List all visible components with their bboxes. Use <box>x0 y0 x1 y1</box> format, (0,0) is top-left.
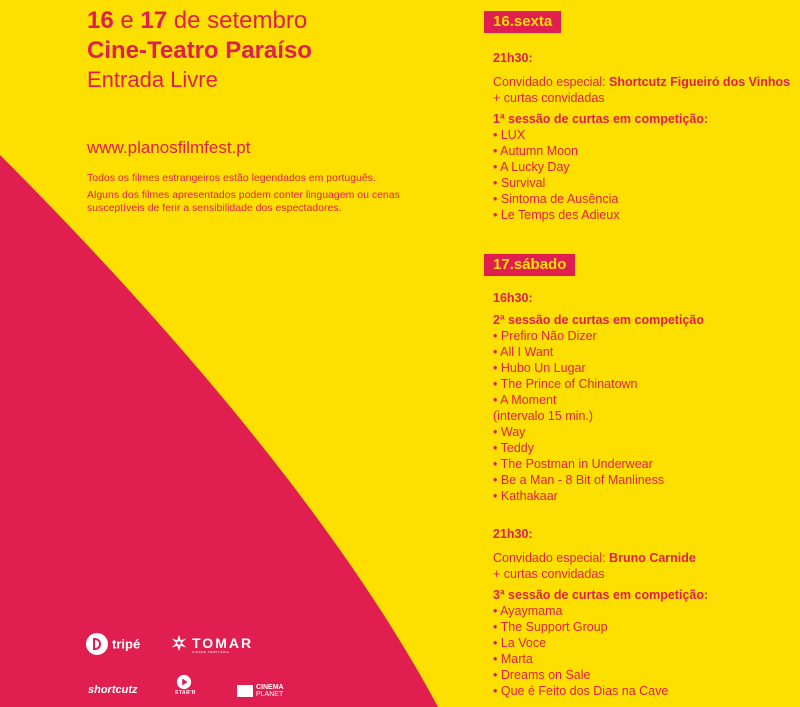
film-item: • Autumn Moon <box>493 143 793 159</box>
cinema-line-2: PLANET <box>256 690 284 698</box>
venue-name: Cine-Teatro Paraíso <box>87 37 312 64</box>
guest-suffix: + curtas convidadas <box>493 91 605 105</box>
film-item: • Marta <box>493 651 793 667</box>
film-item: • Dreams on Sale <box>493 667 793 683</box>
guest-name: Shortcutz Figueiró dos Vinhos <box>609 75 791 89</box>
startr-icon <box>175 674 193 690</box>
film-item: • A Lucky Day <box>493 159 793 175</box>
film-item: • Le Temps des Adieux <box>493 207 793 223</box>
special-guest <box>493 550 793 582</box>
guest-suffix: + curtas convidadas <box>493 567 605 581</box>
guest-prefix: Convidado especial: <box>493 75 610 89</box>
tomar-logo-text: TOMAR <box>192 635 254 651</box>
subtitle-note: Todos os filmes estrangeiros estão legendados em português. <box>87 172 376 184</box>
day-badge-weekday: .sexta <box>509 13 553 30</box>
film-item: • The Postman in Underwear <box>493 456 793 472</box>
film-item: • Prefiro Não Dizer <box>493 328 793 344</box>
special-guest <box>493 74 793 106</box>
cinema-line-1: CINEMA <box>256 683 284 691</box>
film-item: • Sintoma de Ausência <box>493 191 793 207</box>
film-item: • Be a Man - 8 Bit of Manliness <box>493 472 793 488</box>
tripe-icon <box>86 633 108 655</box>
date-conjunction: e <box>120 7 134 34</box>
day-badge-weekday: .sábado <box>509 256 567 273</box>
startr-logo <box>175 674 196 696</box>
film-item: • The Prince of Chinatown <box>493 376 793 392</box>
content-warning-note: Alguns dos filmes apresentados podem conter linguagem ou cenas susceptíveis de ferir a sensibilidade dos espectadores. <box>87 189 400 214</box>
guest-name: Bruno Carnide <box>609 551 696 565</box>
session-title: 1ª sessão de curtas em competição: <box>493 112 709 126</box>
day-badge-16 <box>484 11 561 33</box>
session-time: 21h30: <box>493 527 533 541</box>
templar-cross-icon <box>170 634 188 652</box>
film-item: • Ayaymama <box>493 603 793 619</box>
tripe-logo-text: tripé <box>112 636 141 652</box>
film-item: • La Voce <box>493 635 793 651</box>
date-day-2: 17 <box>140 7 168 34</box>
event-dates <box>87 6 307 36</box>
film-item: • The Support Group <box>493 619 793 635</box>
tomar-logo-subtitle: CIDADE TEMPLÁRIA <box>192 650 230 654</box>
film-item: • Way <box>493 424 793 440</box>
date-day-1: 16 <box>87 7 114 34</box>
interval-note: (intervalo 15 min.) <box>493 409 594 423</box>
day-badge-17 <box>484 254 575 276</box>
date-month: de setembro <box>173 7 308 34</box>
cinema-planet-text <box>256 684 284 698</box>
session-title: 2ª sessão de curtas em competição <box>493 313 704 327</box>
clapperboard-icon <box>237 685 253 697</box>
film-item: • Que é Feito dos Dias na Cave <box>493 683 793 699</box>
film-list <box>493 127 793 223</box>
session-title: 3ª sessão de curtas em competição: <box>493 588 709 602</box>
guest-prefix: Convidado especial: <box>493 551 610 565</box>
film-item: • Teddy <box>493 440 793 456</box>
tomar-logo <box>170 634 253 652</box>
film-item: • Survival <box>493 175 793 191</box>
tripe-logo <box>86 633 140 655</box>
film-list <box>493 603 793 699</box>
film-item: • LUX <box>493 127 793 143</box>
day-badge-number: 16 <box>493 13 510 30</box>
day2-evening-schedule <box>493 526 793 699</box>
shortcutz-logo: shortcutz <box>88 684 138 696</box>
day1-schedule <box>493 50 793 223</box>
film-item: • A Moment <box>493 392 793 408</box>
day2-afternoon-schedule <box>493 290 793 504</box>
film-item: • Kathakaar <box>493 488 793 504</box>
day-badge-number: 17 <box>493 256 510 273</box>
startr-logo-text: STAR'R <box>175 690 197 696</box>
film-item: • Hubo Un Lugar <box>493 360 793 376</box>
entry-info: Entrada Livre <box>87 67 218 92</box>
session-time: 21h30: <box>493 51 533 65</box>
notes <box>87 172 417 219</box>
cinema-planet-logo <box>237 682 284 700</box>
film-list <box>493 328 793 504</box>
session-time: 16h30: <box>493 291 533 305</box>
film-item: • All I Want <box>493 344 793 360</box>
website-link[interactable]: www.planosfilmfest.pt <box>87 138 251 157</box>
